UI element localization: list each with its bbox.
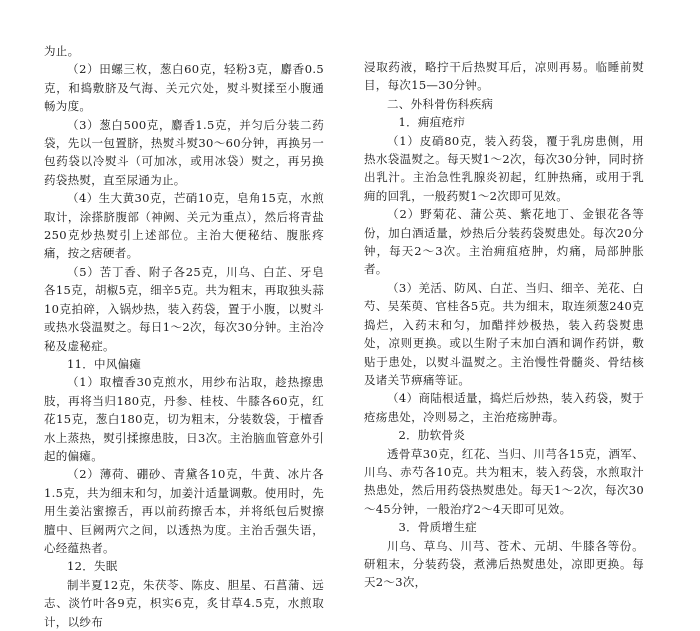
right-column [364, 58, 644, 592]
section-heading: 11．中风偏瘫 [67, 356, 142, 371]
paragraph: 为止。 [44, 44, 80, 58]
paragraph: （2）野菊花、蒲公英、紫花地丁、金银花各等份，加白酒适量，炒热后分装药袋熨患处。每次20分钟，每天2～3次。主治痈疽疮肿，灼痛，局部肿胀者。 [364, 207, 644, 277]
paragraph: （1）取檀香30克煎水，用纱布沾取，趁热擦患肢，再将当归180克，丹参、桂枝、牛膝各60克，红花15克，葱白180克，切为粗末，分装数袋，于檀香水上蒸热，熨引揉擦患肢，日3次。主治脑血管意外引起的偏瘫。 [44, 375, 324, 463]
paragraph: 透骨草30克，红花、当归、川芎各15克，酒军、川乌、赤芍各10克。共为粗末，装入药袋，水煎取汁热患处，然后用药袋热熨患处。每天1～2次，每次30～45分钟，一般治疗2～4天即可见效。 [364, 446, 644, 516]
paragraph: （2）田螺三枚，葱白60克，轻粉3克，麝香0.5克，和捣敷脐及气海、关元穴处，熨斗熨揉至小腹通畅为度。 [44, 62, 324, 114]
left-column [44, 42, 324, 631]
chapter-heading: 二、外科骨伤科疾病 [387, 96, 494, 111]
paragraph: 川乌、草乌、川芎、苍术、元胡、牛膝各等份。研粗末，分装药袋，煮沸后热熨患处，凉即更换。每天2～3次， [364, 538, 644, 590]
paragraph: （5）苦丁香、附子各25克，川乌、白芷、牙皂各15克，胡椒5克，细辛5克。共为粗末，再取独头蒜10克拍碎，入锅炒热，装入药袋，置于小腹，以熨斗或热水袋温熨之。每日1～2次，每次30分钟。主治冷秘及虚秘症。 [44, 264, 324, 353]
section-heading: 1．痈疽疮疖 [398, 115, 466, 130]
paragraph: （1）皮硝80克，装入药袋，覆于乳房患侧，用热水袋温熨之。每天熨1～2次，每次30分钟，同时挤出乳汁。主治急性乳腺炎初起，红肿热痛，或用于乳痈的回乳，一般药熨1～2次即可见效。 [364, 133, 644, 203]
paragraph: （3）葱白500克，麝香1.5克，并匀后分装二药袋，先以一包置脐，热熨斗熨30～60分钟，再换另一包药袋以冷熨斗（可加冰，或用冰袋）熨之，再另换药袋热熨，直至尿通为止。 [44, 117, 324, 187]
section-heading: 12．失眠 [67, 559, 118, 574]
paragraph: 浸取药液，略拧干后热熨耳后，凉则再易。临睡前熨目，每次15—30分钟。 [364, 60, 644, 93]
section-heading: 2．肋软骨炎 [398, 428, 466, 443]
paragraph: （4）生大黄30克，芒硝10克，皂角15克，水煎取计，涂搽脐腹部（神阙、关元为重点），然后将青盐250克炒热熨引上述部位。主治大便秘结、腹胀疼痛，按之痞硬者。 [44, 191, 324, 261]
paragraph: （3）羌活、防风、白芷、当归、细辛、羌花、白芍、吴茱萸、官桂各5克。共为细末，取连须葱240克捣烂，入药末和匀，加醋拌炒极热，装入药袋熨患处，凉则更换。或以生附子末加白酒和调作药饼，敷贴于患处，以熨斗温熨之。主治慢性骨髓炎、骨结核及诸关节痹痛等证。 [364, 280, 644, 387]
paragraph: 制半夏12克，朱茯苓、陈皮、胆星、石菖蒲、远志、淡竹叶各9克，枳实6克，炙甘草4.5克，水煎取计，以纱布 [44, 577, 324, 629]
paragraph: （4）商陆根适量，捣烂后炒热，装入药袋，熨于疮疡患处，冷则易之，主治疮疡肿毒。 [364, 391, 644, 424]
section-heading: 3．骨质增生症 [398, 520, 477, 535]
paragraph: （2）薄荷、硼砂、青黛各10克，牛黄、冰片各1.5克，共为细末和匀，加姜汁适量调敷。使用时，先用生姜沾蜜擦舌，再以前药擦舌本，并将纸包后熨擦膻中、巨阙两穴之间，以透热为度。主治舌强失语，心经蕴热者。 [44, 467, 324, 555]
